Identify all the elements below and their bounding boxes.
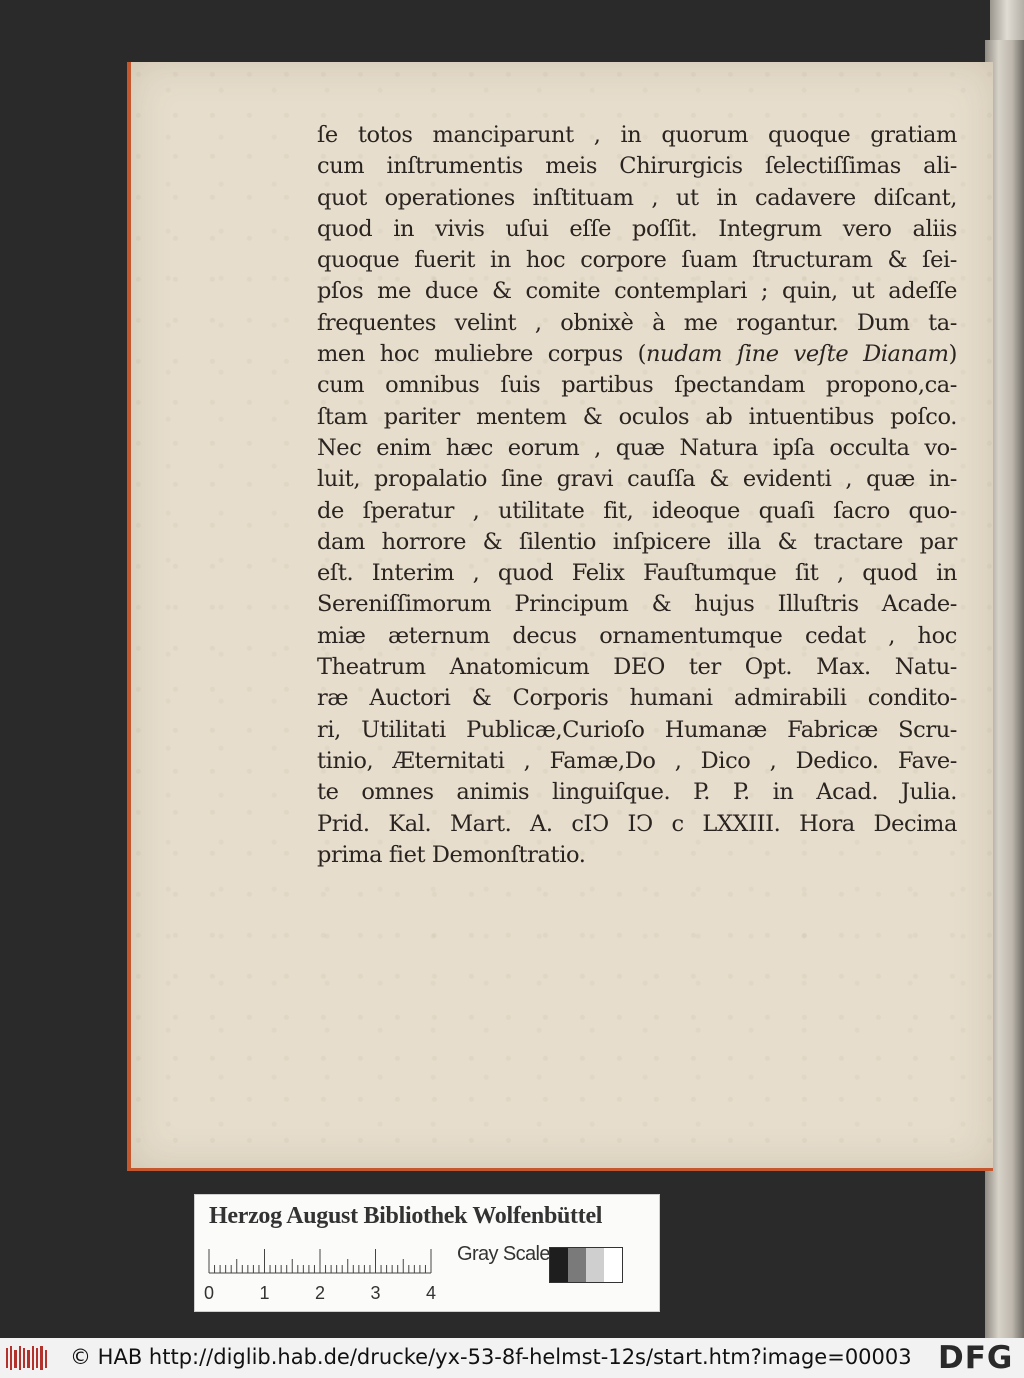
copyright-url[interactable]: © HAB http://diglib.hab.de/drucke/yx-53-8f-helmst-12s/start.htm?image=00003 bbox=[70, 1345, 912, 1369]
text-line: cum inſtrumentis meis Chirurgicis ſelectiſſimas ali- bbox=[317, 153, 957, 180]
text-line: Prid. Kal. Mart. A. cIↃ IↃ c LXXIII. Hora Decima bbox=[317, 810, 957, 837]
text-line: ſe totos manciparunt , in quorum quoque gratiam bbox=[317, 122, 957, 148]
text-line: quoque fuerit in hoc corpore ſuam ſtructuram & ſei- bbox=[317, 247, 957, 274]
italic-phrase: nudam ſine veſte Dianam bbox=[645, 341, 949, 368]
scale-ruler bbox=[203, 1243, 453, 1303]
gray-scale-label: Gray Scale bbox=[457, 1243, 550, 1265]
gray-swatch bbox=[604, 1248, 622, 1282]
ruler-number: 4 bbox=[426, 1283, 437, 1303]
text-line: prima fiet Demonſtratio. bbox=[317, 841, 586, 868]
text-line: dam horrore & ſilentio inſpicere illa & tractare par bbox=[317, 528, 957, 555]
gray-swatch bbox=[568, 1248, 586, 1282]
library-color-card bbox=[194, 1194, 660, 1312]
dfg-logo: DFG bbox=[934, 1340, 1013, 1376]
barcode-logo-icon bbox=[6, 1344, 48, 1372]
text-line: Sereniſſimorum Principum & hujus Illuſtris Acade- bbox=[317, 591, 957, 618]
text-line: cum omnibus ſuis partibus ſpectandam propono,ca- bbox=[317, 372, 957, 399]
text-line: ſtam pariter mentem & oculos ab intuentibus poſco. bbox=[317, 403, 957, 430]
gray-swatch bbox=[586, 1248, 604, 1282]
text-line: frequentes velint , obnixè à me rogantur. Dum ta- bbox=[317, 309, 957, 336]
gray-swatch bbox=[550, 1248, 568, 1282]
ruler-number: 2 bbox=[315, 1283, 326, 1303]
ruler-number: 3 bbox=[370, 1283, 381, 1303]
text-line: tinio, Æternitati , Famæ,Do , Dico , Dedico. Fave- bbox=[317, 747, 957, 774]
gray-scale-swatches bbox=[549, 1247, 623, 1283]
text-line: quod in vivis uſui eſſe poſſit. Integrum vero aliis bbox=[317, 215, 957, 242]
text-line-with-italic bbox=[317, 339, 957, 370]
ruler-number: 0 bbox=[204, 1283, 215, 1303]
text-line: te omnes animis linguiſque. P. P. in Acad. Julia. bbox=[317, 779, 957, 806]
text-segment: ) bbox=[948, 341, 957, 368]
text-line: pſos me duce & comite contemplari ; quin, ut adeſſe bbox=[317, 278, 957, 305]
text-line: ræ Auctori & Corporis humani admirabili condito- bbox=[317, 685, 957, 712]
library-name: Herzog August Bibliothek Wolfenbüttel bbox=[209, 1203, 603, 1229]
ruler-number: 1 bbox=[259, 1283, 270, 1303]
text-line: luit, propalatio ſine gravi cauſſa & evidenti , quæ in- bbox=[317, 466, 957, 493]
text-line: de ſperatur , utilitate fit, ideoque quaſi ſacro quo- bbox=[317, 497, 957, 524]
footer-bar bbox=[0, 1338, 1024, 1378]
text-line: miæ æternum decus ornamentumque cedat , hoc bbox=[317, 622, 957, 649]
page-text bbox=[317, 120, 957, 871]
text-line: Theatrum Anatomicum DEO ter Opt. Max. Natu- bbox=[317, 654, 957, 681]
text-line: eſt. Interim , quod Felix Fauſtumque ſit , quod in bbox=[317, 560, 957, 587]
text-line: quot operationes inſtituam , ut in cadavere diſcant, bbox=[317, 184, 957, 211]
scanned-page bbox=[127, 62, 993, 1171]
text-line: Nec enim hæc eorum , quæ Natura ipſa occulta vo- bbox=[317, 434, 957, 461]
text-line: ri, Utilitati Publicæ,Curioſo Humanæ Fabricæ Scru- bbox=[317, 716, 957, 743]
text-segment: men hoc muliebre corpus ( bbox=[317, 341, 646, 368]
